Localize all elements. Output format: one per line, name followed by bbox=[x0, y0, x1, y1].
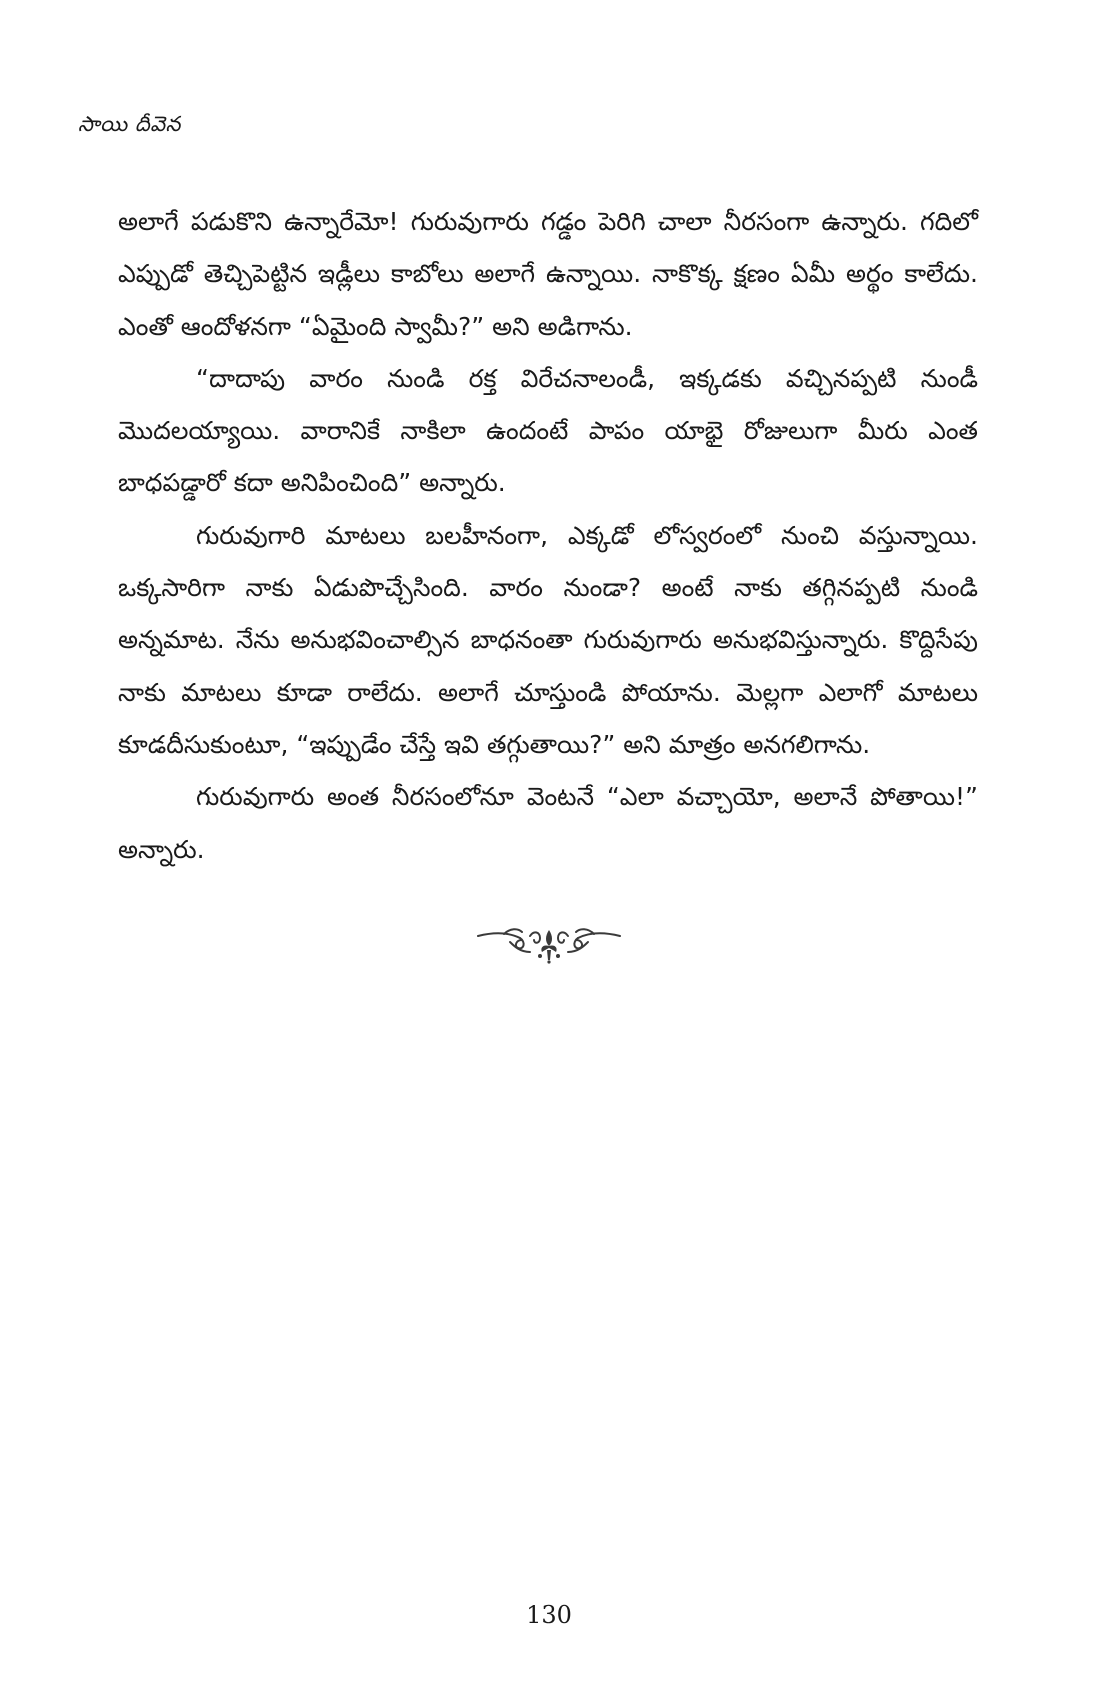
paragraph-1: అలాగే పడుకొని ఉన్నారేమో! గురువుగారు గడ్డం పెరిగి చాలా నీరసంగా ఉన్నారు. గదిలో ఎప్పుడో తెచ్చిపెట్టిన ఇడ్లీలు కాబోలు అలాగే ఉన్నాయి. నాకొక్క క్షణం ఏమీ అర్థం కాలేదు. ఎంతో ఆందోళనగా “ఏమైంది స్వామీ?” అని అడిగాను. bbox=[118, 207, 978, 341]
page-number: 130 bbox=[526, 1601, 572, 1629]
floral-ornament-icon bbox=[474, 922, 624, 964]
paragraph-3: గురువుగారి మాటలు బలహీనంగా, ఎక్కడో లోస్వరంలో నుంచి వస్తున్నాయి. ఒక్కసారిగా నాకు ఏడుపొచ్చేసింది. వారం నుండా? అంటే నాకు తగ్గినప్పటి నుండి అన్నమాట. నేను అనుభవించాల్సిన బాధనంతా గురువుగారు అనుభవిస్తున్నారు. కొద్దిసేపు నాకు మాటలు కూడా రాలేదు. అలాగే చూస్తుండి పోయాను. మెల్లగా ఎలాగో మాటలు కూడదీసుకుంటూ, “ఇప్పుడేం చేస్తే ఇవి తగ్గుతాయి?” అని మాత్రం అనగలిగాను. bbox=[118, 520, 978, 759]
paragraph-4: గురువుగారు అంత నీరసంలోనూ వెంటనే “ఎలా వచ్చాయో, అలానే పోతాయి!” అన్నారు. bbox=[118, 782, 978, 864]
paragraph-2: “దాదాపు వారం నుండి రక్త విరేచనాలండీ, ఇక్కడకు వచ్చినప్పటి నుండీ మొదలయ్యాయి. వారానికే నాకిలా ఉందంటే పాపం యాభై రోజులుగా మీరు ఎంత బాధపడ్డారో కదా అనిపించింది” అన్నారు. bbox=[118, 363, 978, 498]
body-text bbox=[118, 196, 978, 876]
running-header-title: సాయి దీవెన bbox=[78, 112, 181, 136]
